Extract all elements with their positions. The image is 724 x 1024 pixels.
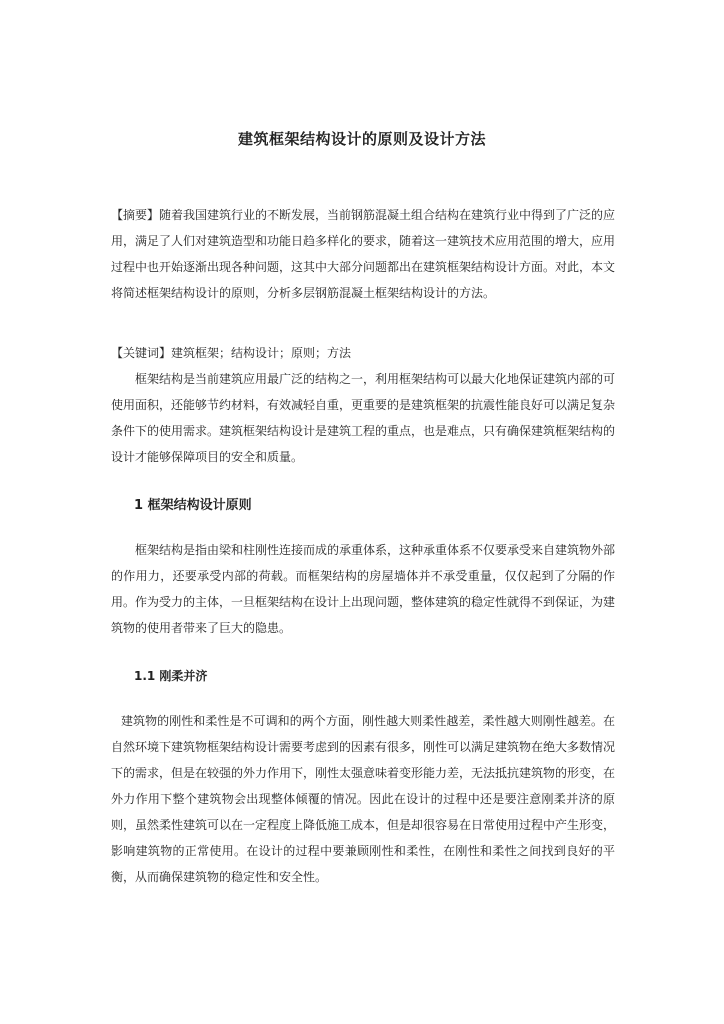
section-1-block [111,537,615,641]
document-title: 建筑框架结构设计的原则及设计方法 [237,130,486,148]
intro-paragraph: 框架结构是当前建筑应用最广泛的结构之一，利用框架结构可以最大化地保证建筑内部的可使用面积，还能够节约材料，有效减轻自重，更重要的是建筑框架的抗震性能良好可以满足复杂条件下的使用需求。建筑框架结构设计是建筑工程的重点，也是难点，只有确保建筑框架结构的设计才能够保障项目的安全和质量。 [111,372,616,464]
keywords-block [111,340,615,366]
abstract-block [111,202,615,306]
section-1-1-block [111,708,615,890]
section-1-1-paragraph: 建筑物的刚性和柔性是不可调和的两个方面，刚性越大则柔性越差，柔性越大则刚性越差。在自然环境下建筑物框架结构设计需要考虑到的因素有很多，刚性可以满足建筑物在绝大多数情况下的需求，但是在较强的外力作用下，刚性太强意味着变形能力差，无法抵抗建筑物的形变，在外力作用下整个建筑物会出现整体倾覆的情况。因此在设计的过程中还是要注意刚柔并济的原则，虽然柔性建筑可以在一定程度上降低施工成本，但是却很容易在日常使用过程中产生形变，影响建筑物的正常使用。在设计的过程中要兼顾刚性和柔性，在刚性和柔性之间找到良好的平衡，从而确保建筑物的稳定性和安全性。 [111,714,616,884]
intro-block [111,366,615,470]
section-1-heading: 1 框架结构设计原则 [134,498,252,513]
keywords-paragraph: 【关键词】建筑框架；结构设计；原则；方法 [111,346,352,360]
abstract-paragraph: 【摘要】随着我国建筑行业的不断发展，当前钢筋混凝土组合结构在建筑行业中得到了广泛的应用，满足了人们对建筑造型和功能日趋多样化的要求，随着这一建筑技术应用范围的增大，应用过程中也开始逐渐出现各种问题，这其中大部分问题都出在建筑框架结构设计方面。对此，本文将简述框架结构设计的原则，分析多层钢筋混凝土框架结构设计的方法。 [111,208,616,300]
section-1-paragraph: 框架结构是指由梁和柱刚性连接而成的承重体系，这种承重体系不仅要承受来自建筑物外部的作用力，还要承受内部的荷载。而框架结构的房屋墙体并不承受重量，仅仅起到了分隔的作用。作为受力的主体，一旦框架结构在设计上出现问题，整体建筑的稳定性就得不到保证，为建筑物的使用者带来了巨大的隐患。 [111,543,616,635]
section-1-1-heading: 1.1 刚柔并济 [134,669,208,683]
